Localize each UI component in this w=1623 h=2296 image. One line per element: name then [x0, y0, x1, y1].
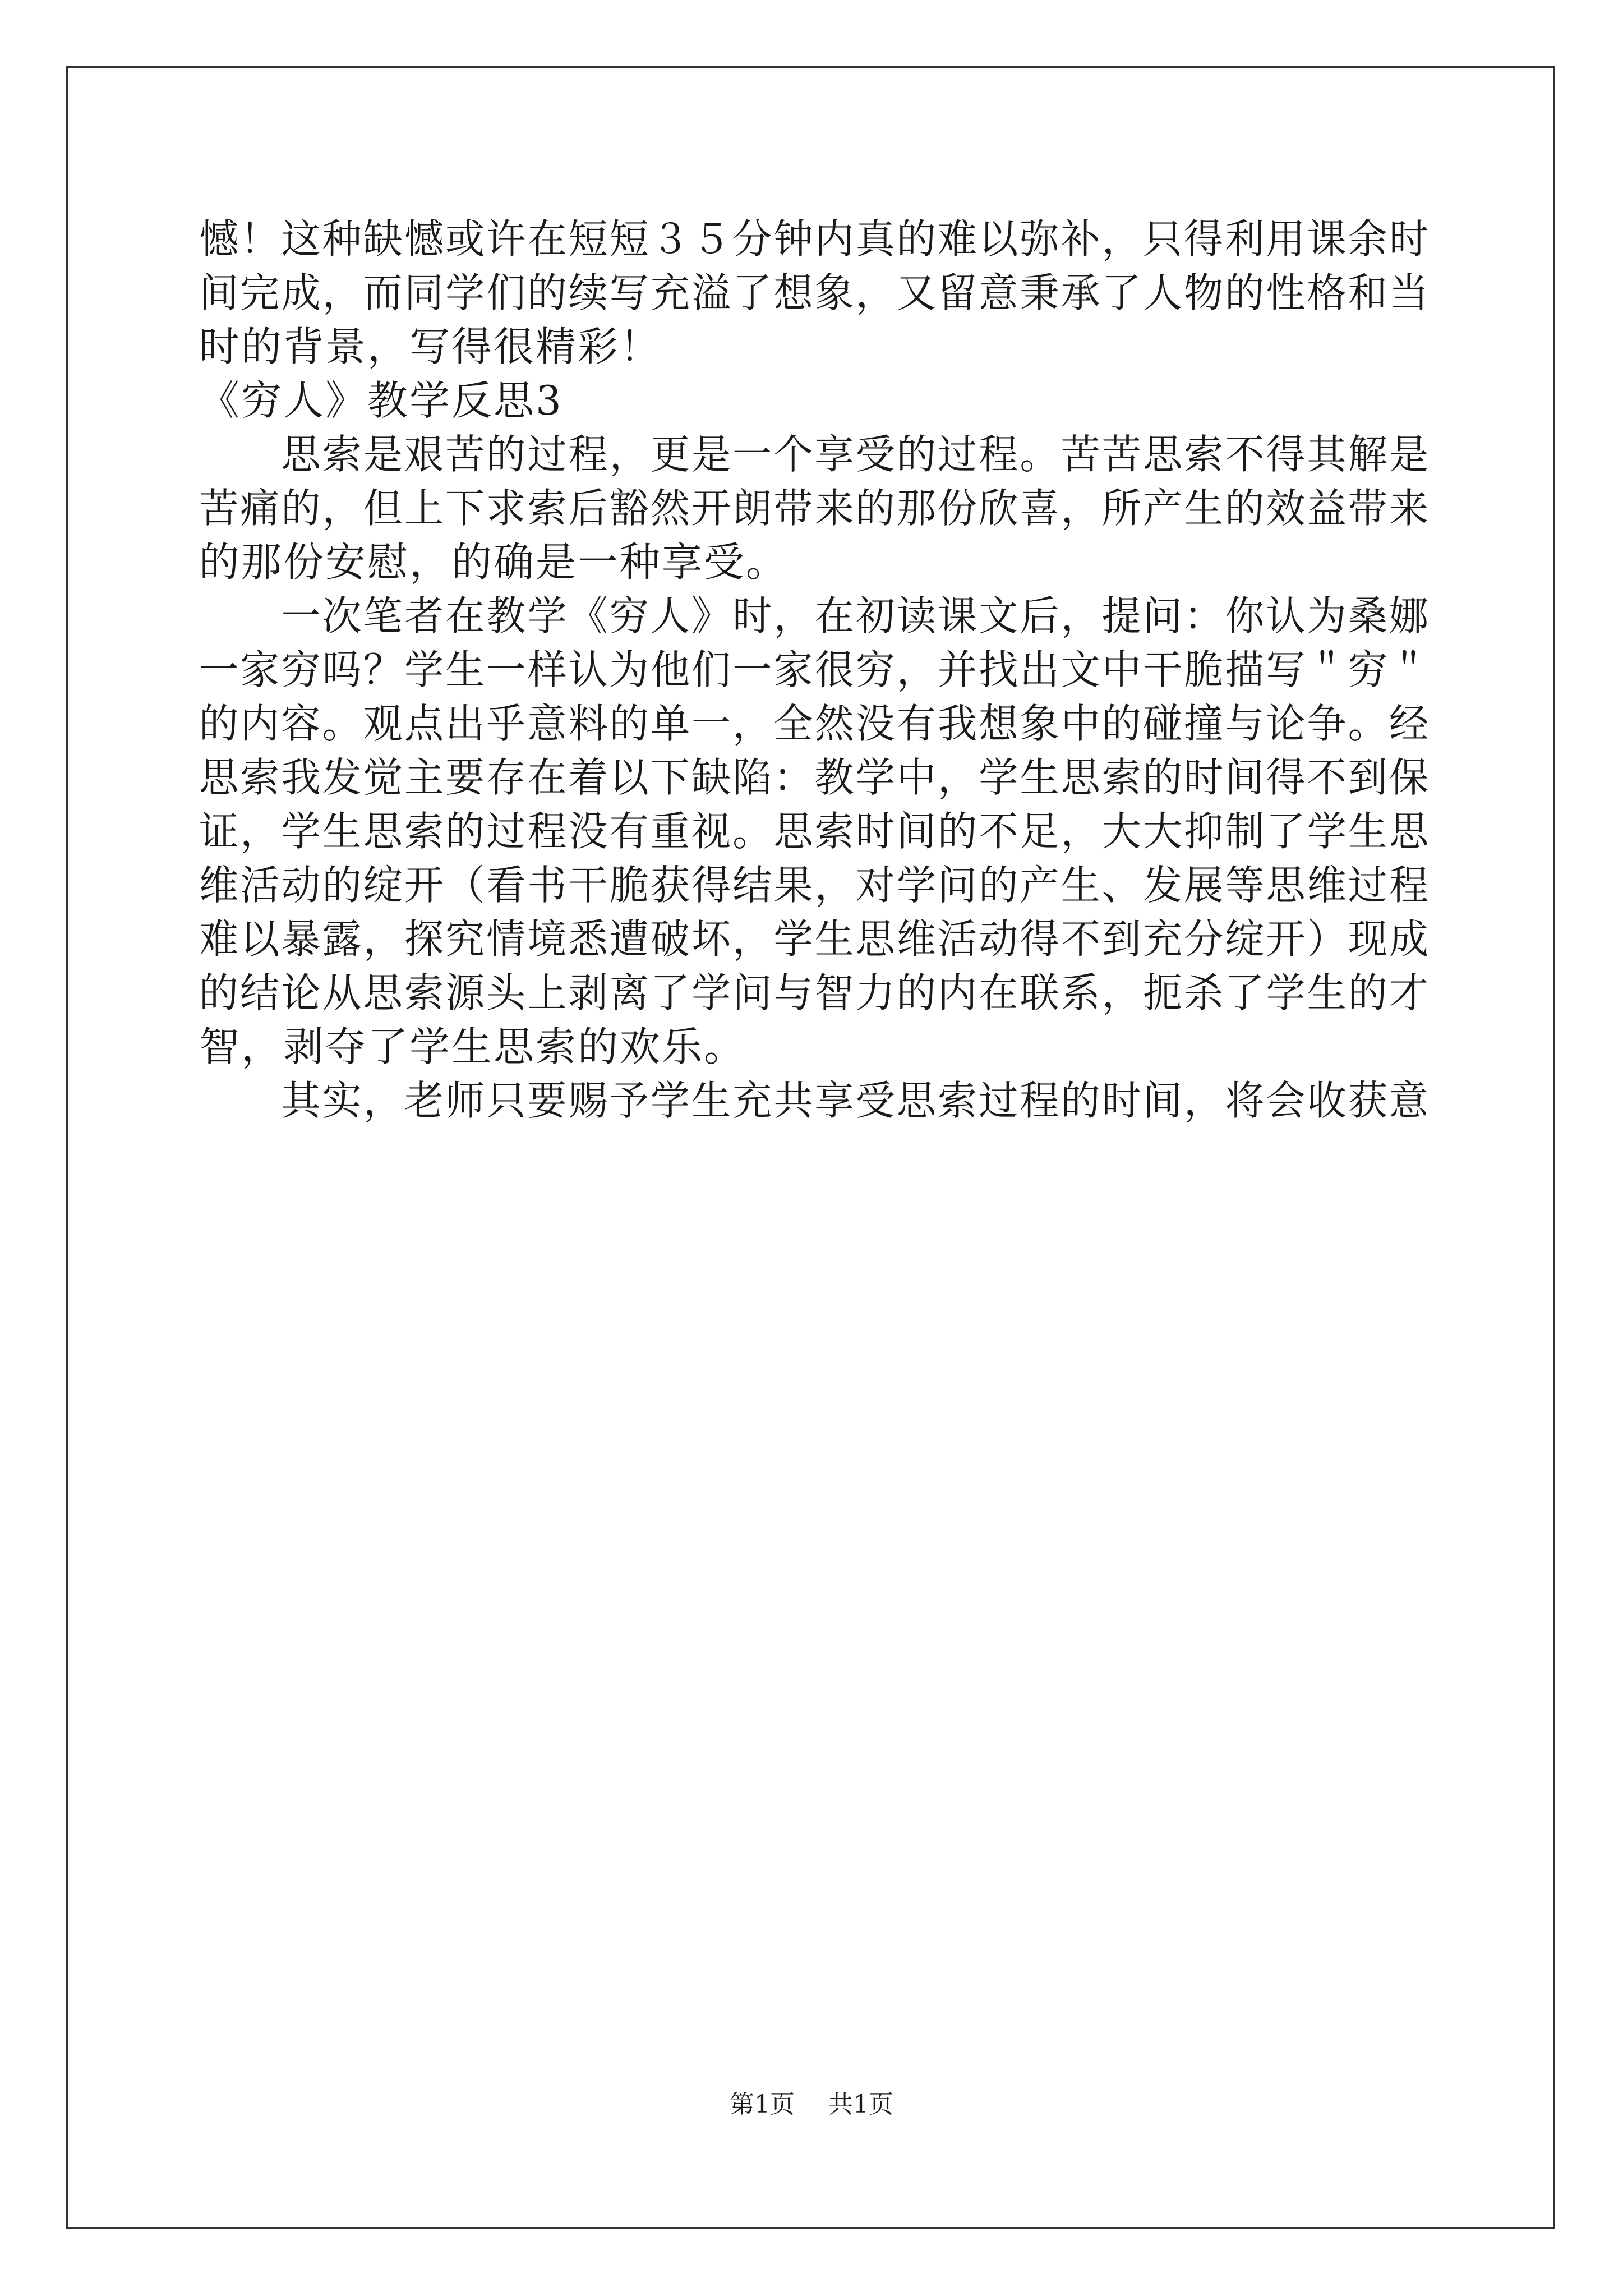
section-heading: 《穷人》教学反思3 [199, 377, 563, 424]
page-total: 共1页 [828, 2090, 893, 2119]
text-line: 证，学生思索的过程没有重视。思索时间的不足，大大抑制了学生思 [199, 808, 1431, 855]
text-line: 憾！这种缺憾或许在短短３５分钟内真的难以弥补，只得利用课余时 [199, 215, 1431, 263]
page-number: 第1页 [730, 2090, 795, 2119]
document-body [199, 212, 1430, 1128]
text-line: 时的背景，写得很精彩！ [199, 323, 662, 370]
text-line: 的结论从思索源头上剥离了学问与智力的内在联系，扼杀了学生的才 [199, 969, 1431, 1016]
text-line: 一家穷吗？学生一样认为他们一家很穷，并找出文中干脆描写＂穷＂ [199, 646, 1431, 693]
text-line: 思索我发觉主要存在着以下缺陷：教学中，学生思索的时间得不到保 [199, 754, 1431, 801]
text-line: 思索是艰苦的过程，更是一个享受的过程。苦苦思索不得其解是 [199, 431, 1431, 478]
text-line: 难以暴露，探究情境悉遭破坏，学生思维活动得不到充分绽开）现成 [199, 915, 1431, 963]
page-footer [0, 2088, 1623, 2122]
text-line: 间完成，而同学们的续写充溢了想象，又留意秉承了人物的性格和当 [199, 269, 1431, 316]
text-line: 的那份安慰，的确是一种享受。 [199, 539, 789, 586]
text-line: 一次笔者在教学《穷人》时，在初读课文后，提问：你认为桑娜 [199, 592, 1431, 639]
text-line: 苦痛的，但上下求索后豁然开朗带来的那份欣喜，所产生的效益带来 [199, 485, 1431, 532]
text-line: 其实，老师只要赐予学生充共享受思索过程的时间，将会收获意 [199, 1077, 1431, 1124]
text-line: 智，剥夺了学生思索的欢乐。 [199, 1023, 746, 1070]
text-line: 的内容。观点出乎意料的单一，全然没有我想象中的碰撞与论争。经 [199, 700, 1431, 747]
text-line: 维活动的绽开（看书干脆获得结果，对学问的产生、发展等思维过程 [199, 862, 1431, 909]
